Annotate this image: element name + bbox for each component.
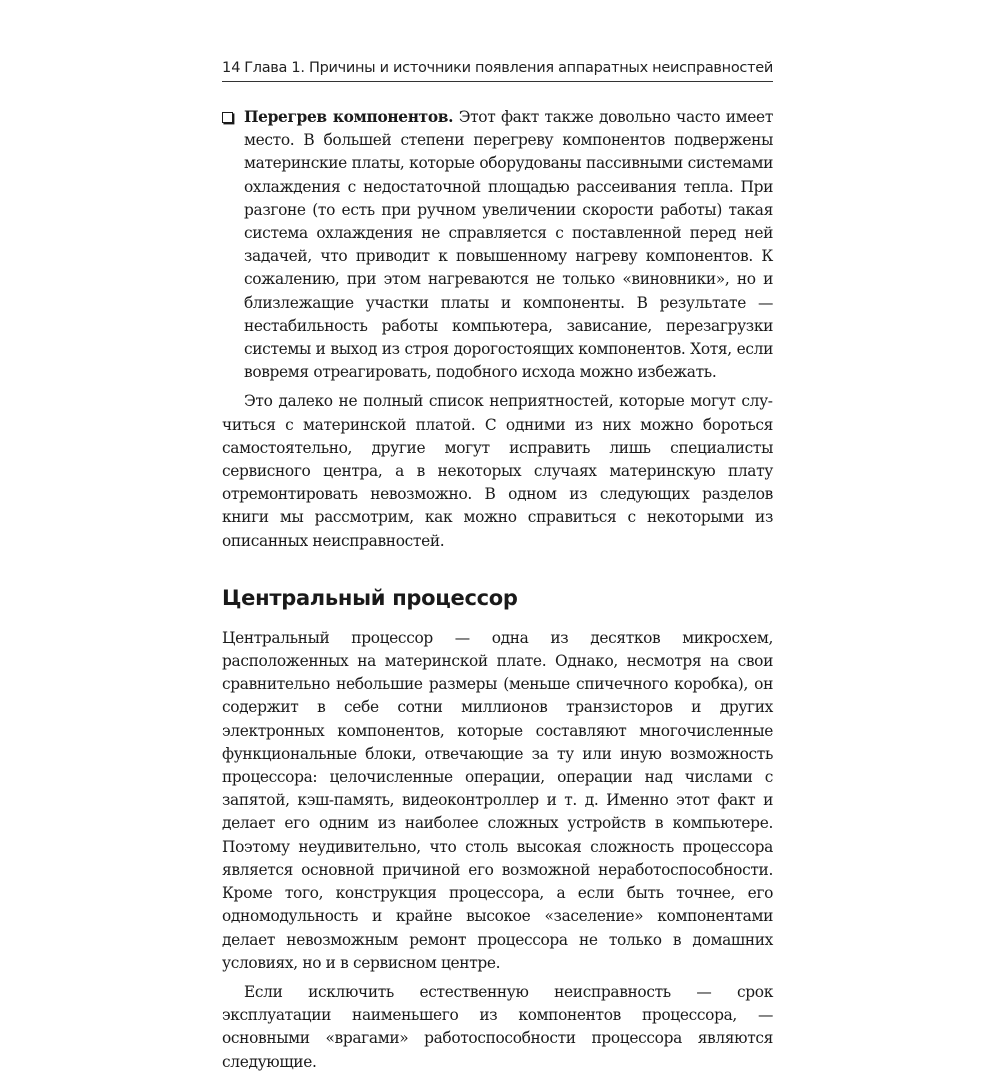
section-heading: Центральный процессор [222, 585, 518, 610]
paragraph: Это далеко не полный список неприятностей, которые могут случиться с материнской платой. С одними из них можно бороться самостоятельно, другие могут исправить лишь специалисты сервисного центра, а в некоторых случаях материнскую плату отремонтировать невозможно. В одном из следующих разделов книги мы рассмотрим, как можно справиться с некоторыми из описанных неисправностей. [222, 392, 773, 550]
paragraph: Если исключить естественную неисправность — срок эксплуатации наименьшего из компонентов процессора, — основными «врагами» работоспособности процессора являются следующие. [222, 982, 773, 1071]
bullet-text: Этот факт также довольно часто имеет место. В большей степени перегреву компонентов подвержены материнские платы, которые оборудованы пассивными системами охлаждения с недостаточной площадью рассеивания тепла. При разгоне (то есть при ручном увеличении скорости работы) такая система охлаждения не справляется с поставленной перед ней задачей, что приводит к повышенному нагреву компонентов. К сожалению, при этом нагреваются не только «виновники», но и близлежащие участки платы и компоненты. В результате — нестабильность работы компьютера, зависание, перезагрузки системы и выход из строя дорогостоящих компонентов. Хотя, если вовремя отреагировать, подобного исхода можно избежать. [244, 108, 773, 382]
book-page [222, 60, 773, 1074]
bullet-item-overheating [222, 106, 773, 384]
paragraph: Центральный процессор — одна из десятков микросхем, расположенных на материнской плате. Однако, несмотря на свои сравнительно небольшие размеры (меньше спичечного коробка), он содержит в себе сотни миллионов транзисторов и других электронных компонентов, которые составляют многочисленные функциональные блоки, отвечающие за ту или иную возможность процессора: целочисленные операции, операции над числами с запятой, кэш-память, видеоконтроллер и т. д. Именно этот факт и делает его одним из наиболее сложных устройств в компьютере. Поэтому неудивительно, что столь высокая сложность процессора является основной причиной его возможной неработоспособности. Кроме того, конструкция процессора, а если быть точнее, его одномодульность и крайне высокое «заселение» компонентами делает невозможным ремонт процессора не только в домашних условиях, но и в сервисном центре. [222, 628, 773, 972]
bullet-lead: Перегрев компонентов. [244, 108, 454, 126]
chapter-title: Глава 1. Причины и источники появления аппаратных неисправностей [244, 60, 773, 76]
page-number: 14 [222, 60, 241, 76]
checkbox-bullet-icon [222, 112, 233, 123]
running-head [222, 60, 773, 82]
